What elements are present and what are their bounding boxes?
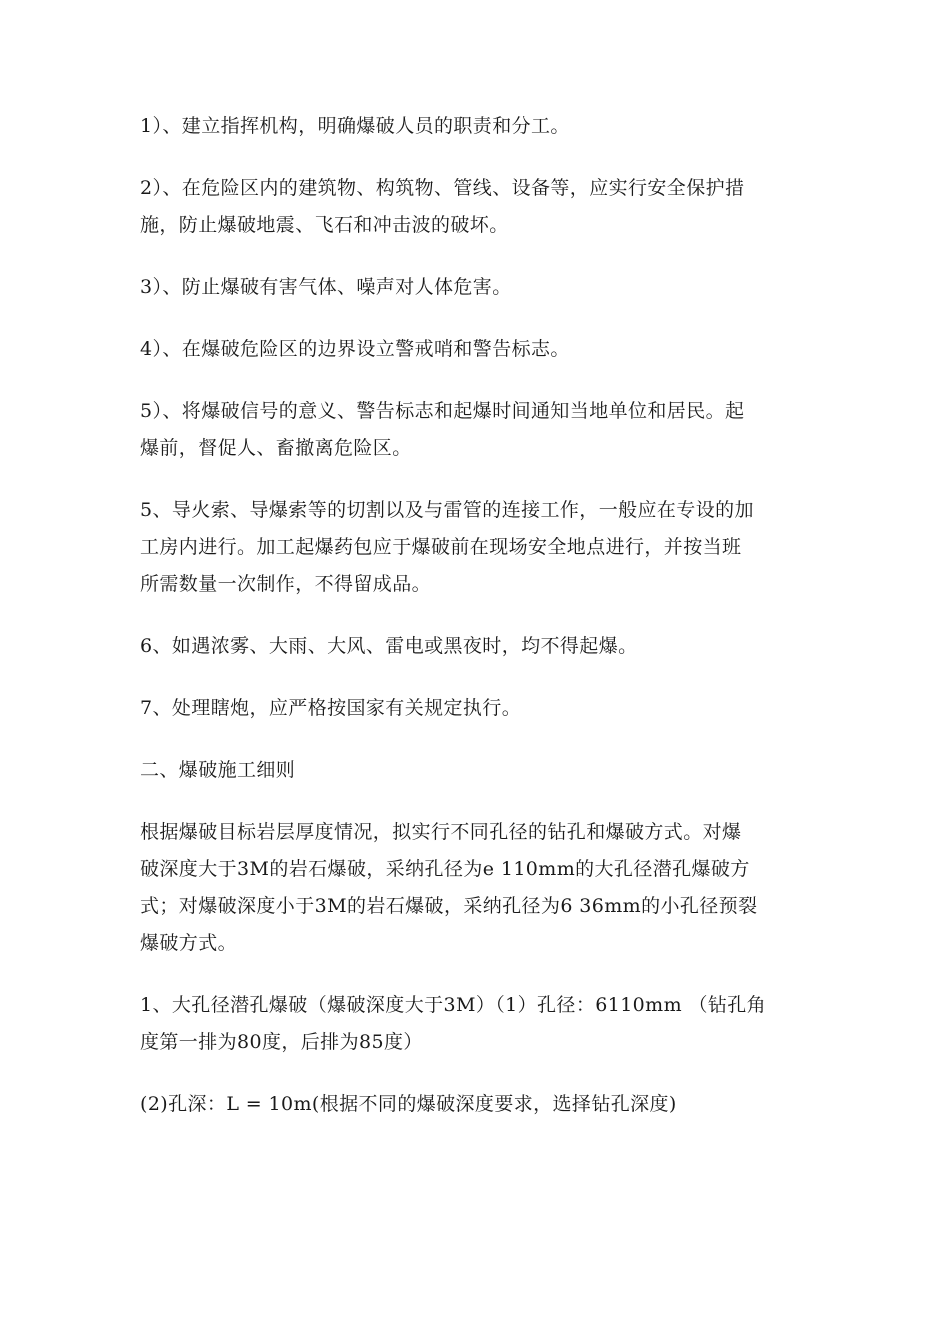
- text-line: 破深度大于3M的岩石爆破，采纳孔径为e 110mm的大孔径潜孔爆破方: [140, 858, 750, 880]
- paragraph-1: [140, 108, 820, 145]
- text-line: 工房内进行。加工起爆药包应于爆破前在现场安全地点进行，并按当班: [140, 536, 742, 558]
- text-line: (2)孔深：L = 10m(根据不同的爆破深度要求，选择钻孔深度): [140, 1093, 677, 1115]
- text-line: 爆破方式。: [140, 932, 238, 954]
- paragraph-6: [140, 492, 820, 603]
- text-line: 式；对爆破深度小于3M的岩石爆破，采纳孔径为6 36mm的小孔径预裂: [140, 895, 758, 917]
- text-line: 7、处理瞎炮，应严格按国家有关规定执行。: [140, 697, 522, 719]
- text-line: 2）、在危险区内的建筑物、构筑物、管线、设备等，应实行安全保护措: [140, 177, 745, 199]
- paragraph-11: [140, 987, 820, 1061]
- text-line: 4）、在爆破危险区的边界设立警戒哨和警告标志。: [140, 338, 570, 360]
- text-line: 度第一排为80度，后排为85度）: [140, 1031, 423, 1053]
- text-line: 爆前，督促人、畜撤离危险区。: [140, 437, 412, 459]
- text-line: 施，防止爆破地震、飞石和冲击波的破坏。: [140, 214, 509, 236]
- text-line: 3）、防止爆破有害气体、噪声对人体危害。: [140, 276, 512, 298]
- text-line: 5、导火索、导爆索等的切割以及与雷管的连接工作，一般应在专设的加: [140, 499, 754, 521]
- paragraph-10: [140, 814, 820, 962]
- document-body: [140, 108, 820, 1148]
- paragraph-12: [140, 1086, 820, 1123]
- paragraph-2: [140, 170, 820, 244]
- section-heading: [140, 752, 820, 789]
- text-line: 5）、将爆破信号的意义、警告标志和起爆时间通知当地单位和居民。起: [140, 400, 745, 422]
- text-line: 1、大孔径潜孔爆破（爆破深度大于3M）（1）孔径：6110mm （钻孔角: [140, 994, 767, 1016]
- text-line: 1）、建立指挥机构，明确爆破人员的职责和分工。: [140, 115, 570, 137]
- text-line: 6、如遇浓雾、大雨、大风、雷电或黑夜时，均不得起爆。: [140, 635, 638, 657]
- text-line: 二、爆破施工细则: [140, 759, 296, 781]
- text-line: 根据爆破目标岩层厚度情况，拟实行不同孔径的钻孔和爆破方式。对爆: [140, 821, 742, 843]
- paragraph-4: [140, 331, 820, 368]
- paragraph-7: [140, 628, 820, 665]
- text-line: 所需数量一次制作，不得留成品。: [140, 573, 432, 595]
- paragraph-3: [140, 269, 820, 306]
- paragraph-8: [140, 690, 820, 727]
- paragraph-5: [140, 393, 820, 467]
